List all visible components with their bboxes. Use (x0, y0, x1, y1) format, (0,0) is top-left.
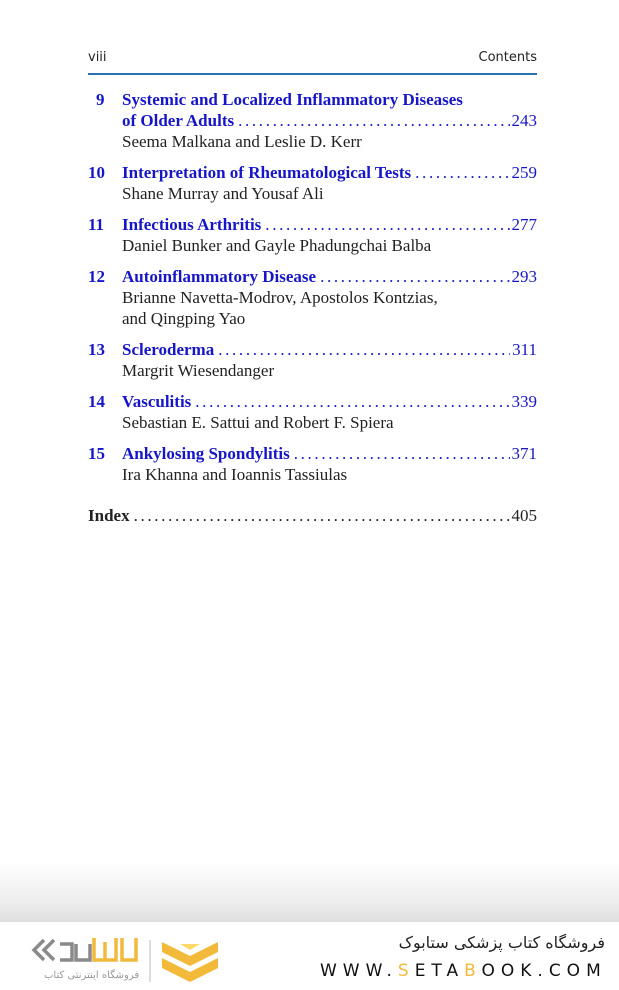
leader-dots (320, 266, 509, 287)
page-ref[interactable]: 293 (511, 267, 537, 286)
toc-entry-chapter-14[interactable] (88, 391, 537, 433)
footer-shadow (0, 862, 619, 922)
chapter-title[interactable]: Vasculitis (122, 392, 192, 411)
chapter-authors: Ira Khanna and Ioannis Tassiulas (122, 465, 348, 484)
page-number: viii (88, 50, 107, 65)
page-ref[interactable]: 259 (511, 163, 537, 182)
chapter-authors: Seema Malkana and Leslie D. Kerr (122, 132, 362, 151)
url-part: ETA (414, 961, 465, 981)
chapter-number: 14 (88, 392, 105, 411)
leader-dots (218, 339, 510, 360)
leader-dots (265, 214, 509, 235)
leader-dots (134, 505, 510, 526)
chapter-number: 10 (88, 163, 105, 182)
page-ref[interactable]: 277 (511, 215, 537, 234)
chapter-authors: Margrit Wiesendanger (122, 361, 275, 380)
toc-entry-chapter-13[interactable] (88, 339, 537, 381)
url-part-highlight: S (397, 961, 415, 981)
toc-entry-chapter-15[interactable] (88, 443, 537, 485)
leader-dots (294, 443, 510, 464)
chapter-authors: Shane Murray and Yousaf Ali (122, 184, 324, 203)
chapter-number: 9 (96, 90, 105, 109)
toc-entry-index[interactable] (88, 505, 537, 526)
page-ref[interactable]: 243 (511, 111, 537, 130)
toc-entry-chapter-12[interactable] (88, 266, 537, 329)
chapter-authors: Brianne Navetta-Modrov, Apostolos Kontzias, (122, 288, 438, 307)
chapter-title[interactable]: Interpretation of Rheumatological Tests (122, 163, 412, 182)
chapter-number: 13 (88, 340, 105, 359)
chapter-authors: Sebastian E. Sattui and Robert F. Spiera (122, 413, 394, 432)
page-ref[interactable]: 311 (512, 340, 537, 359)
page-ref[interactable]: 339 (511, 392, 537, 411)
chapter-authors: Daniel Bunker and Gayle Phadungchai Balba (122, 236, 432, 255)
chapter-number: 12 (88, 267, 105, 286)
chapter-number: 11 (88, 215, 105, 234)
url-part: WWW. (320, 961, 398, 981)
running-title: Contents (478, 50, 537, 65)
chapter-title[interactable]: Scleroderma (122, 340, 215, 359)
toc-entry-chapter-11[interactable] (88, 214, 537, 256)
leader-dots (415, 162, 509, 183)
leader-dots (238, 110, 509, 131)
url-part-highlight: B (464, 961, 482, 981)
chapter-title[interactable]: Autoinflammatory Disease (122, 267, 317, 286)
page-ref[interactable]: 405 (511, 506, 537, 525)
chapter-number: 15 (88, 444, 105, 463)
toc-entry-chapter-9[interactable] (88, 89, 537, 152)
index-title[interactable]: Index (88, 506, 130, 525)
toc-entry-chapter-10[interactable] (88, 162, 537, 204)
url-part: OOK.COM (481, 961, 607, 981)
table-of-contents (88, 89, 537, 536)
header-rule (88, 73, 537, 75)
page-ref[interactable]: 371 (511, 444, 537, 463)
chapter-title[interactable]: Ankylosing Spondylitis (122, 444, 290, 463)
logo-subtitle: فروشگاه اینترنتی کتاب (44, 970, 140, 981)
chapter-title[interactable]: Systemic and Localized Inflammatory Diseases (122, 90, 463, 109)
running-header (88, 50, 537, 72)
chapter-authors-cont: and Qingping Yao (122, 309, 246, 328)
chapter-title[interactable]: Infectious Arthritis (122, 215, 262, 234)
brand-url[interactable] (320, 961, 607, 981)
chapter-title-cont[interactable]: of Older Adults (122, 111, 235, 130)
brand-persian-name: فروشگاه کتاب پزشکی ستابوک (398, 933, 605, 952)
leader-dots (195, 391, 509, 412)
